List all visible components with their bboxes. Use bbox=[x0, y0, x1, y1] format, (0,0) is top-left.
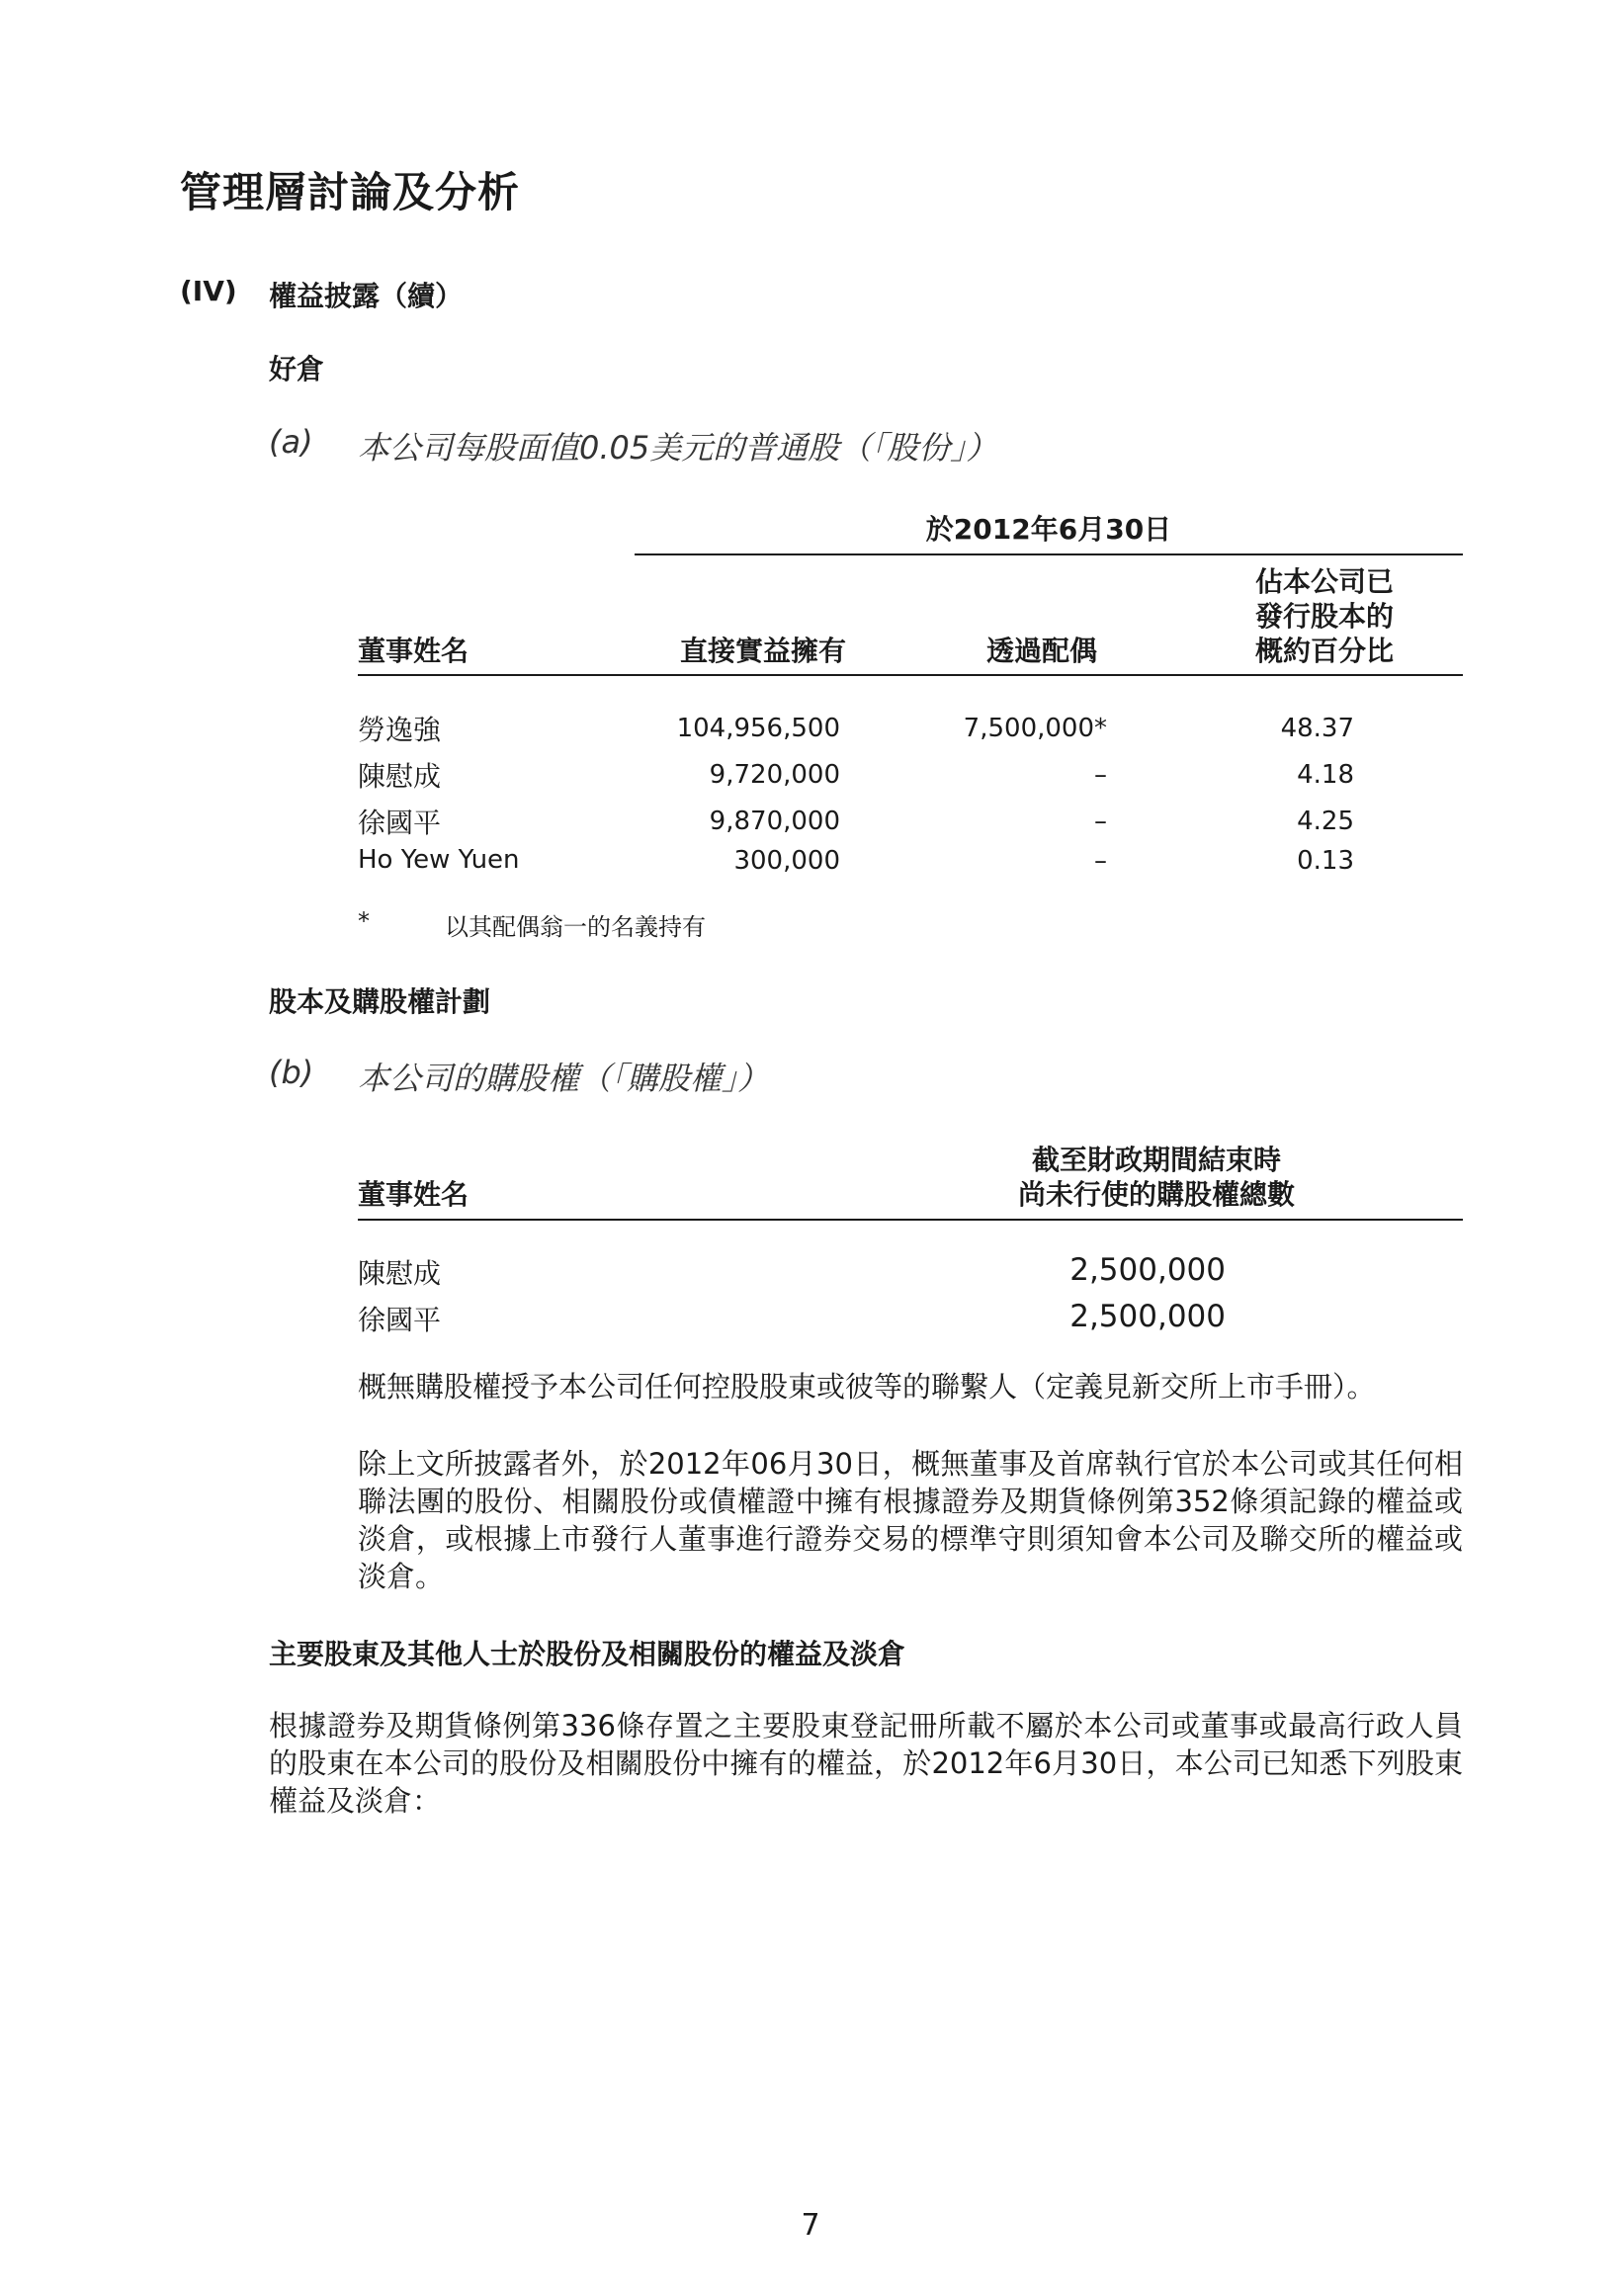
table-row-name: 陳慰成 bbox=[358, 1257, 442, 1290]
table-row-direct: 9,870,000 bbox=[709, 807, 840, 836]
table-row-direct: 104,956,500 bbox=[676, 714, 840, 743]
table-row-name: 勞逸強 bbox=[358, 714, 442, 746]
options-table-header-rule bbox=[358, 1219, 1463, 1221]
table-row-spouse: – bbox=[1094, 846, 1107, 876]
table-row-name: 陳慰成 bbox=[358, 760, 442, 793]
table-row-value: 2,500,000 bbox=[1069, 1299, 1226, 1334]
table-row-name: 徐國平 bbox=[358, 1304, 442, 1336]
table-row-pct: 4.18 bbox=[1297, 760, 1354, 790]
shares-table-group-header: 於2012年6月30日 bbox=[925, 513, 1172, 546]
shares-table-header-rule bbox=[358, 674, 1463, 676]
paragraph-disclosure: 除上文所披露者外，於2012年06月30日，概無董事及首席執行官於本公司或其任何相聯法團的股份、相關股份或債權證中擁有根據證券及期貨條例第352條須記錄的權益或淡倉，或根據上市發行人董事進行證券交易的標準守則須知會本公司及聯交所的權益或淡倉。 bbox=[358, 1447, 1463, 1593]
table-row-value: 2,500,000 bbox=[1069, 1252, 1226, 1288]
item-a-text: 本公司每股面值0.05美元的普通股（「股份」） bbox=[358, 429, 998, 467]
item-a-label: (a) bbox=[269, 423, 313, 461]
page-number: 7 bbox=[801, 2208, 820, 2243]
item-b-text: 本公司的購股權（「購股權」） bbox=[358, 1060, 770, 1097]
col-header-name: 董事姓名 bbox=[358, 635, 469, 667]
long-positions-heading: 好倉 bbox=[269, 353, 325, 385]
options-col-header-line1: 截至財政期間結束時 bbox=[1031, 1144, 1281, 1176]
col-header-pct-line2: 發行股本的 bbox=[1254, 600, 1394, 633]
col-header-direct: 直接實益擁有 bbox=[680, 635, 847, 667]
table-row-spouse: – bbox=[1094, 760, 1107, 790]
table-row-pct: 48.37 bbox=[1280, 714, 1354, 743]
table-row-name: 徐國平 bbox=[358, 807, 442, 839]
substantial-shareholders-heading: 主要股東及其他人士於股份及相關股份的權益及淡倉 bbox=[269, 1638, 906, 1670]
col-header-spouse: 透過配偶 bbox=[986, 635, 1098, 667]
section-number: (IV) bbox=[180, 275, 237, 307]
col-header-pct-line3: 概約百分比 bbox=[1254, 635, 1394, 667]
footnote-text: 以其配偶翁一的名義持有 bbox=[445, 913, 706, 941]
substantial-shareholders-text: 根據證券及期貨條例第336條存置之主要股東登記冊所載不屬於本公司或董事或最高行政人員的股東在本公司的股份及相關股份中擁有的權益，於2012年6月30日，本公司已知悉下列股東權益及淡倉： bbox=[269, 1709, 1463, 1818]
page-title: 管理層討論及分析 bbox=[180, 168, 521, 216]
table-row-pct: 4.25 bbox=[1297, 807, 1354, 836]
group-header-rule bbox=[635, 553, 1463, 555]
table-row-pct: 0.13 bbox=[1297, 846, 1354, 876]
table-row-direct: 9,720,000 bbox=[709, 760, 840, 790]
section-title: 權益披露（續） bbox=[269, 280, 464, 312]
options-col-header-line2: 尚未行使的購股權總數 bbox=[1017, 1178, 1295, 1211]
table-row-direct: 300,000 bbox=[733, 846, 840, 876]
item-b-label: (b) bbox=[269, 1054, 314, 1091]
options-col-header-name: 董事姓名 bbox=[358, 1178, 469, 1211]
paragraph-no-options: 概無購股權授予本公司任何控股股東或彼等的聯繫人（定義見新交所上市手冊）。 bbox=[358, 1370, 1376, 1403]
table-row-spouse: 7,500,000* bbox=[963, 714, 1107, 743]
footnote-mark: * bbox=[358, 907, 370, 935]
table-row-name: Ho Yew Yuen bbox=[358, 845, 520, 875]
share-option-scheme-heading: 股本及購股權計劃 bbox=[269, 985, 491, 1018]
table-row-spouse: – bbox=[1094, 807, 1107, 836]
col-header-pct-line1: 佔本公司已 bbox=[1254, 565, 1394, 598]
